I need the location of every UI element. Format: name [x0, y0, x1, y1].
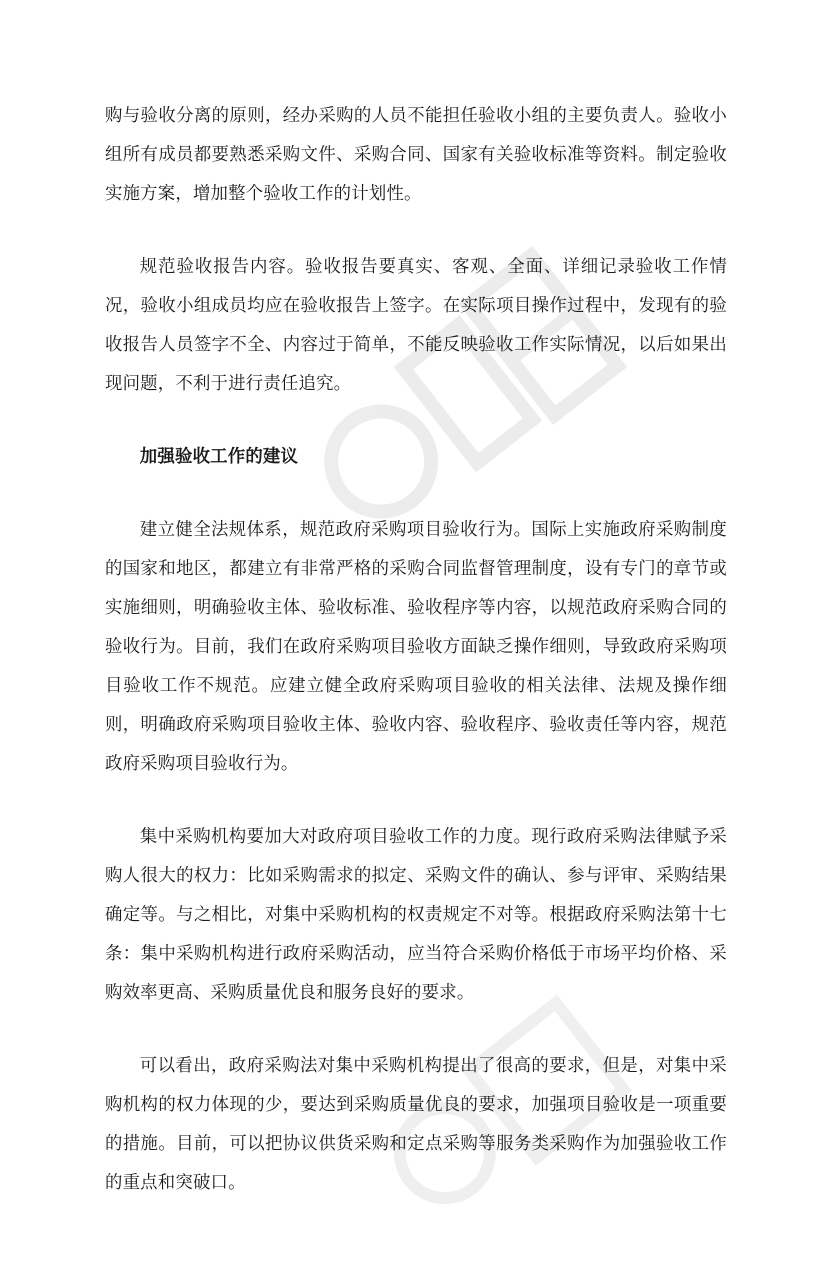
paragraph-continued: 购与验收分离的原则，经办采购的人员不能担任验收小组的主要负责人。验收小组所有成员都要熟悉采购文件、采购合同、国家有关验收标准等资料。制定验收实施方案，增加整个验收工作的计划性。	[105, 106, 727, 204]
paragraph-report-content: 规范验收报告内容。验收报告要真实、客观、全面、详细记录验收工作情况，验收小组成员均应在验收报告上签字。在实际项目操作过程中，发现有的验收报告人员签字不全、内容过于简单，不能反映验收工作实际情况，以后如果出现问题，不利于进行责任追究。	[105, 257, 727, 394]
paragraph-conclusion: 可以看出，政府采购法对集中采购机构提出了很高的要求，但是，对集中采购机构的权力体现的少，要达到采购质量优良的要求，加强项目验收是一项重要的措施。目前，可以把协议供货采购和定点采购等服务类采购作为加强验收工作的重点和突破口。	[105, 1056, 727, 1193]
paragraph-regulations: 建立健全法规体系，规范政府采购项目验收行为。国际上实施政府采购制度的国家和地区，都建立有非常严格的采购合同监督管理制度，设有专门的章节或实施细则，明确验收主体、验收标准、验收程序等内容，以规范政府采购合同的验收行为。目前，我们在政府采购项目验收方面缺乏操作细则，导致政府采购项目验收工作不规范。应建立健全政府采购项目验收的相关法律、法规及操作细则，明确政府采购项目验收主体、验收内容、验收程序、验收责任等内容，规范政府采购项目验收行为。	[105, 520, 727, 774]
section-heading: 加强验收工作的建议	[139, 447, 299, 467]
paragraph-central-procurement: 集中采购机构要加大对政府项目验收工作的力度。现行政府采购法律赋予采购人很大的权力：比如采购需求的拟定、采购文件的确认、参与评审、采购结果确定等。与之相比，对集中采购机构的权责规定不对等。根据政府采购法第十七条：集中采购机构进行政府采购活动，应当符合采购价格低于市场平均价格、采购效率更高、采购质量优良和服务良好的要求。	[105, 827, 727, 1003]
document-body	[105, 97, 727, 1237]
